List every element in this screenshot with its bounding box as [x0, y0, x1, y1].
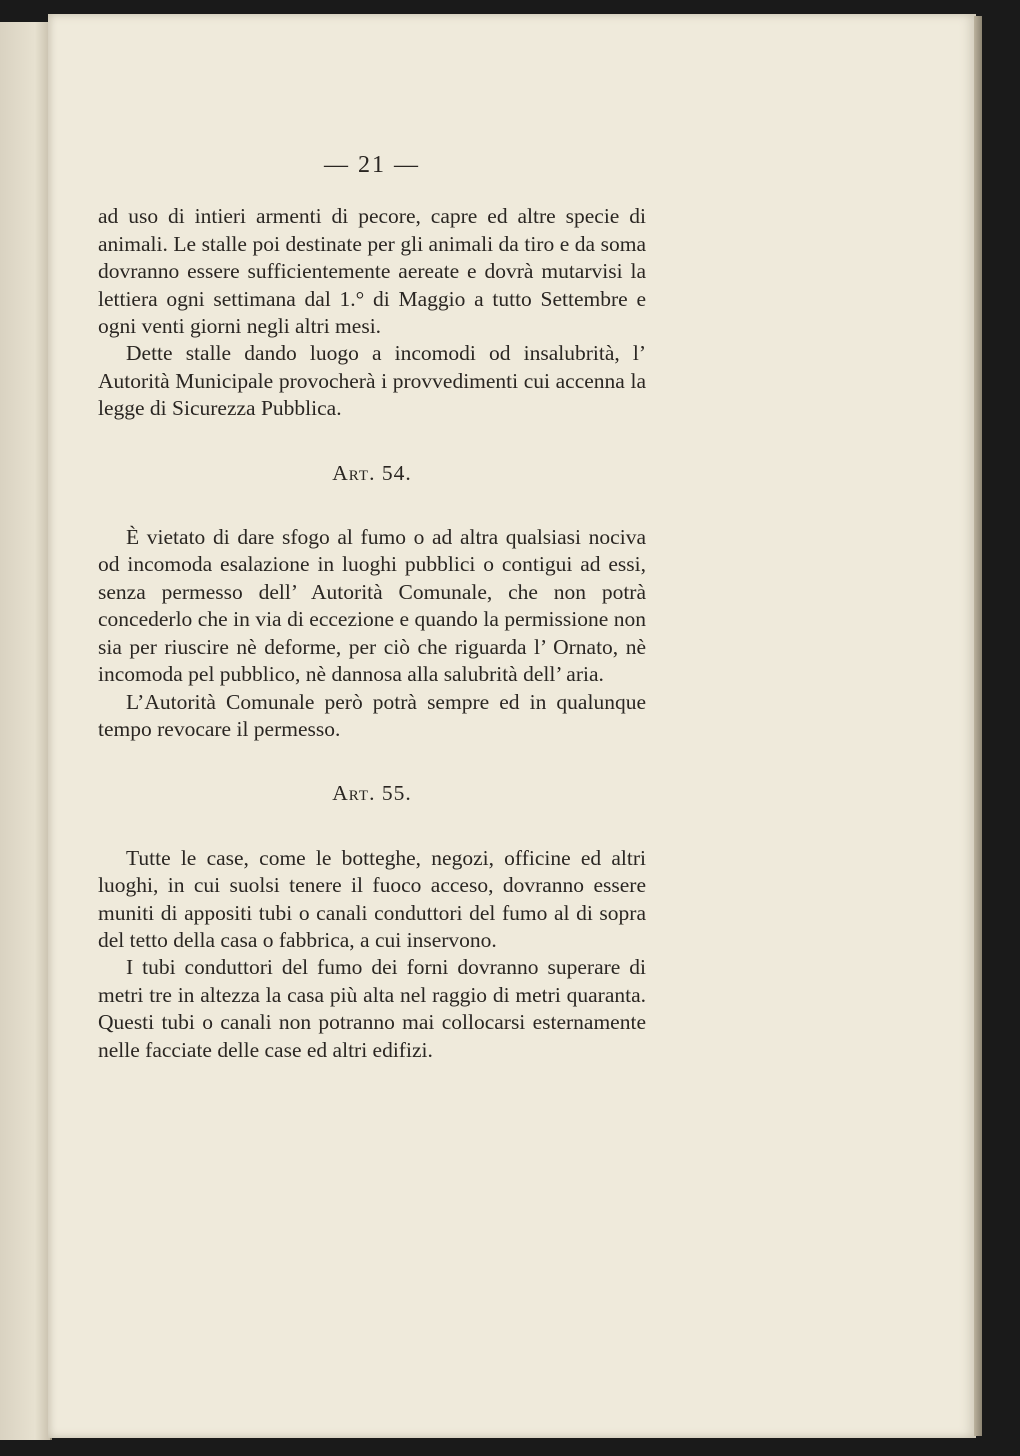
page-text	[98, 152, 646, 1064]
previous-page-edge	[0, 22, 52, 1440]
page-number: — 21 —	[324, 152, 420, 178]
article-55-paragraph-2: I tubi conduttori del fumo dei forni dovranno superare di metri tre in altezza la casa più alta nel raggio di metri quaranta. Questi tubi o canali non potranno mai collocarsi esternamente nelle facciate delle case ed altri edifizi.	[98, 955, 646, 1062]
page-edge-shadow	[974, 16, 982, 1436]
article-55-paragraph-1: Tutte le case, come le botteghe, negozi, officine ed altri luoghi, in cui suolsi tenere il fuoco acceso, dovranno essere muniti di appositi tubi o canali conduttori del fumo al di sopra del tetto della casa o fabbrica, a cui inservono.	[98, 845, 646, 952]
article-54-paragraph-2: L’Autorità Comunale però potrà sempre ed in qualunque tempo revocare il permesso.	[98, 689, 646, 741]
intro-paragraph-1: ad uso di intieri armenti di pecore, capre ed altre specie di animali. Le stalle poi destinate per gli animali da tiro e da soma dovranno essere sufficientemente aereate e dovrà mutarvisi la lettiera ogni settimana dal 1.° di Maggio a tutto Settembre e ogni venti giorni negli altri mesi.	[98, 204, 646, 339]
article-55-heading: Art. 55.	[332, 781, 412, 806]
intro-paragraph-2: Dette stalle dando luogo a incomodi od insalubrità, l’ Autorità Municipale provocherà i provvedimenti cui accenna la legge di Sicurezza Pubblica.	[98, 341, 646, 421]
article-54-heading: Art. 54.	[332, 460, 412, 485]
article-54-paragraph-1: È vietato di dare sfogo al fumo o ad altra qualsiasi nociva od incomoda esalazione in luoghi pubblici o contigui ad essi, senza permesso dell’ Autorità Comunale, che non potrà concederlo che in via di eccezione e quando la permissione non sia per riuscire nè deforme, per ciò che riguarda l’ Ornato, nè incomoda pel pubblico, nè dannosa alla salubrità dell’ aria.	[98, 525, 646, 687]
